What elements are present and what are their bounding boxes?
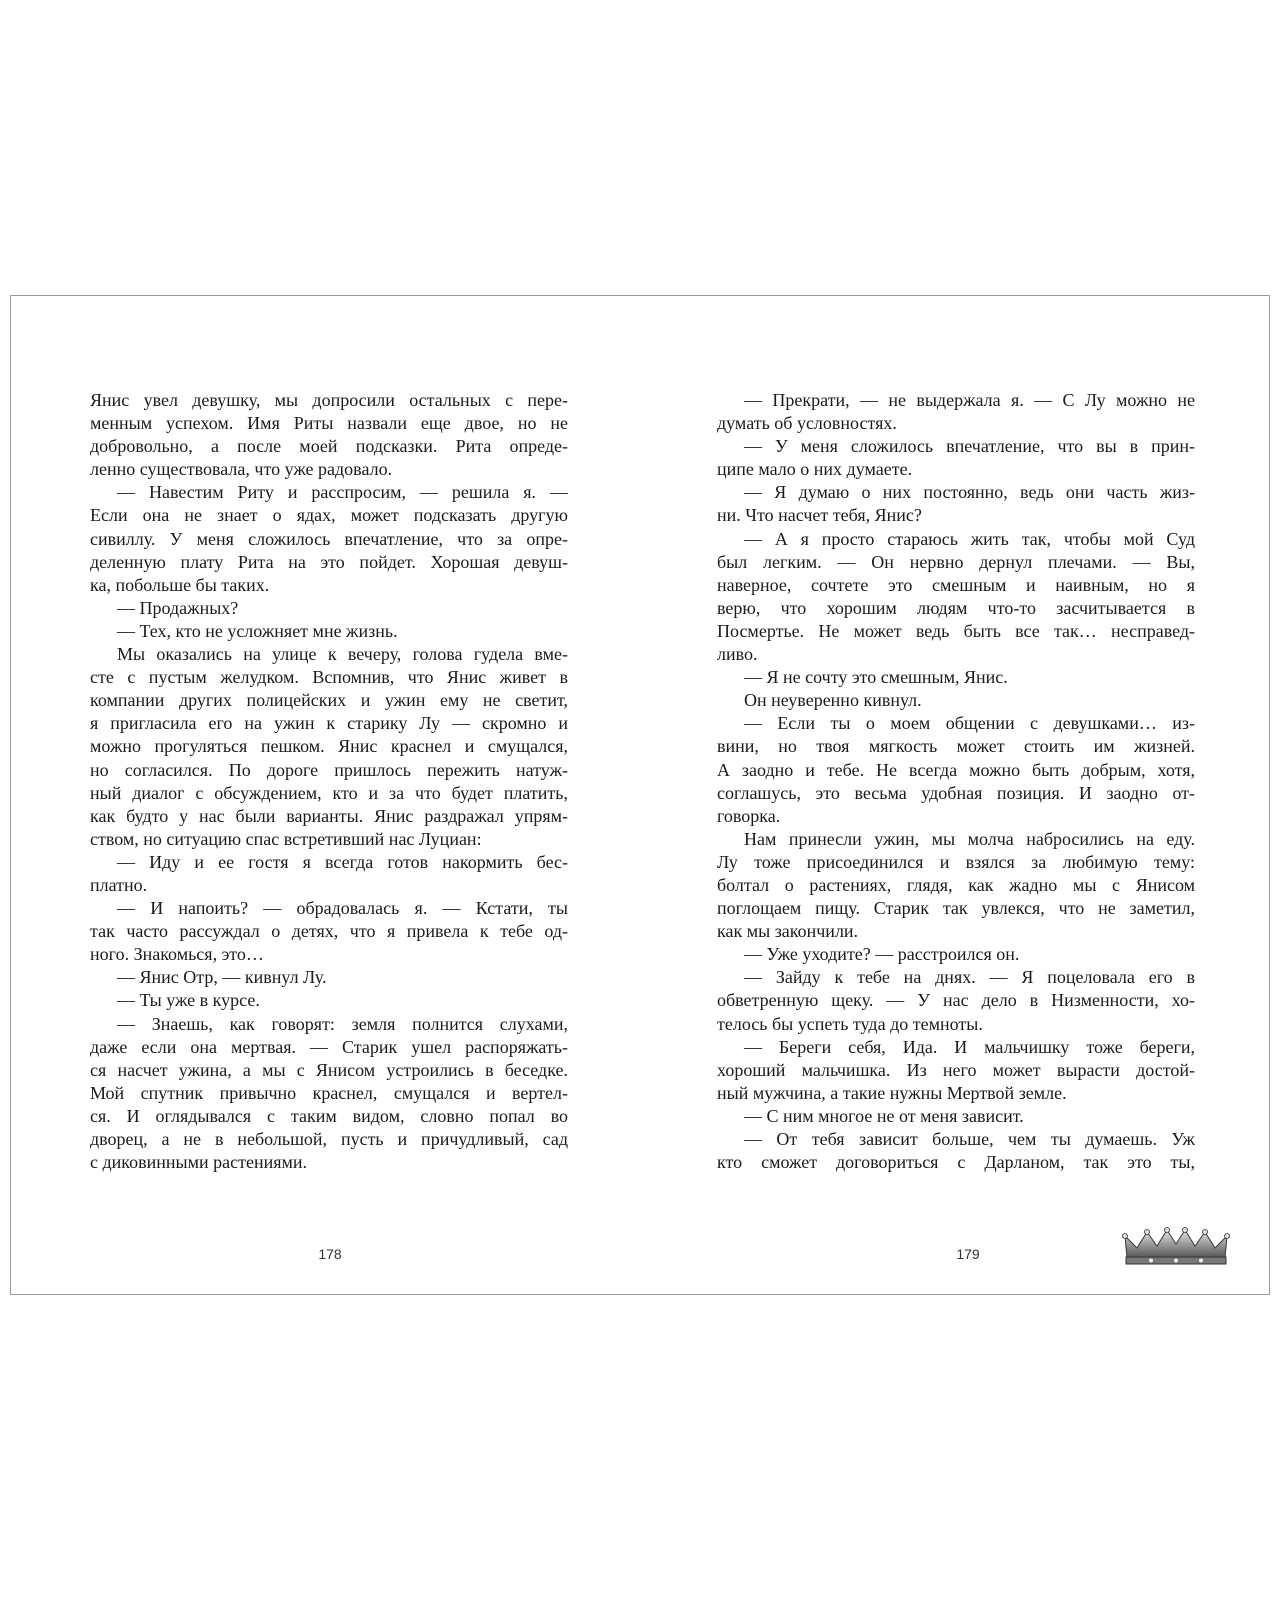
text-line: болтал о растениях, глядя, как жадно мы с Янисом xyxy=(717,874,1195,895)
text-line: как мы закончили. xyxy=(717,921,859,942)
text-line: менным успехом. Имя Риты назвали еще двое, но не xyxy=(90,413,568,434)
text-line: поглощаем пищу. Старик так увлекся, что не заметил, xyxy=(717,898,1195,919)
text-line: ся насчет ужина, а мы с Янисом устроились в беседке. xyxy=(90,1059,568,1080)
text-line: наверное, сочтете это смешным и наивным, но я xyxy=(717,574,1195,595)
text-line: вини, но твоя мягкость может стоить им жизней. xyxy=(717,736,1195,757)
left-page-text xyxy=(90,389,568,1174)
text-line: сивиллу. У меня сложилось впечатление, что за опре- xyxy=(90,528,568,549)
text-line: — Тех, кто не усложняет мне жизнь. xyxy=(117,620,398,641)
text-line: соглашусь, это весьма удобная позиция. И заодно от- xyxy=(717,782,1195,803)
text-line: кто сможет договориться с Дарланом, так это ты, xyxy=(717,1152,1195,1173)
text-line: ципе мало о них думаете. xyxy=(717,459,913,480)
text-line: — От тебя зависит больше, чем ты думаешь. Уж xyxy=(744,1129,1195,1149)
text-line: с диковинными растениями. xyxy=(90,1152,308,1173)
text-line: верю, что хорошим людям что-то засчитывается в xyxy=(717,597,1195,618)
text-line: — Навестим Риту и расспросим, — решила я. — xyxy=(117,482,568,503)
text-line: даже если она мертвая. — Старик ушел распоряжать- xyxy=(90,1036,568,1057)
text-line: но согласился. По дороге пришлось пережить натуж- xyxy=(90,759,568,780)
text-line: — Если ты о моем общении с девушками… из- xyxy=(744,713,1195,734)
text-line: Он неуверенно кивнул. xyxy=(744,690,922,711)
text-line: так часто рассуждал о детях, что я привела к тебе од- xyxy=(90,921,568,942)
text-line: Если она не знает о ядах, может подсказать другую xyxy=(90,505,568,526)
right-page-text xyxy=(717,389,1195,1174)
text-line: добровольно, а после моей подсказки. Рита опреде- xyxy=(90,436,568,457)
text-line: — А я просто стараюсь жить так, чтобы мой Суд xyxy=(744,528,1195,549)
text-line: ливо. xyxy=(717,644,758,665)
text-line: — Янис Отр, — кивнул Лу. xyxy=(117,967,327,988)
text-line: ся. И оглядывался с таким видом, словно попал во xyxy=(90,1105,568,1126)
text-line: компании других полицейских и ужин ему не светит, xyxy=(90,690,568,711)
text-line: — С ним многое не от меня зависит. xyxy=(744,1105,1024,1126)
text-line: я пригласила его на ужин к старику Лу — скромно и xyxy=(90,713,568,734)
text-line: телось бы успеть туда до темноты. xyxy=(717,1013,983,1034)
text-line: можно прогуляться пешком. Янис краснел и смущался, xyxy=(90,736,568,757)
text-line: Мой спутник привычно краснел, смущался и вертел- xyxy=(90,1082,568,1103)
text-line: обветренную щеку. — У нас дело в Низменности, хо- xyxy=(717,990,1195,1011)
text-line: ный мужчина, а такие нужны Мертвой земле. xyxy=(717,1082,1067,1103)
text-line: — Я думаю о них постоянно, ведь они часть жиз- xyxy=(744,482,1195,503)
text-line: думать об условностях. xyxy=(717,413,897,434)
text-line: Янис увел девушку, мы допросили остальных с пере- xyxy=(90,390,568,410)
text-line: сте с пустым желудком. Вспомнив, что Янис живет в xyxy=(90,667,568,688)
text-line: ленно существовала, что уже радовало. xyxy=(90,459,393,480)
crown-icon xyxy=(1121,1226,1231,1268)
page-number-right: 179 xyxy=(956,1246,980,1262)
text-line: дворец, а не в небольшой, пусть и причудливый, сад xyxy=(90,1129,568,1149)
text-line: — Уже уходите? — расстроился он. xyxy=(744,944,1020,965)
text-line: хороший мальчишка. Из него может вырасти достой- xyxy=(717,1059,1195,1080)
text-line: ного. Знакомься, это… xyxy=(90,944,264,965)
text-line: деленную плату Рита на это пойдет. Хорошая девуш- xyxy=(90,551,568,572)
text-line: — Знаешь, как говорят: земля полнится слухами, xyxy=(117,1013,568,1034)
text-line: говорка. xyxy=(717,805,781,826)
text-line: ка, побольше бы таких. xyxy=(90,574,270,595)
text-line: как будто у нас были варианты. Янис раздражал упрям- xyxy=(90,805,568,826)
text-line: — Иду и ее гостя я всегда готов накормить бес- xyxy=(117,851,568,872)
text-line: Посмертье. Не может ведь быть все так… несправед- xyxy=(717,620,1195,641)
text-line: Лу тоже присоединился и взялся за любимую тему: xyxy=(717,851,1195,872)
text-line: — Береги себя, Ида. И мальчишку тоже береги, xyxy=(744,1036,1195,1057)
text-line: — Я не сочту это смешным, Янис. xyxy=(744,667,1008,688)
text-line: — Продажных? xyxy=(117,597,239,618)
book-spread xyxy=(10,295,1270,1295)
text-line: — И напоить? — обрадовалась я. — Кстати, ты xyxy=(117,898,568,919)
text-line: платно. xyxy=(90,874,148,895)
text-line: Мы оказались на улице к вечеру, голова гудела вме- xyxy=(117,644,568,665)
text-line: А заодно и тебе. Не всегда можно быть добрым, хотя, xyxy=(717,759,1195,780)
text-line: был легким. — Он нервно дернул плечами. — Вы, xyxy=(717,551,1195,572)
text-line: — Прекрати, — не выдержала я. — С Лу можно не xyxy=(744,390,1195,410)
text-line: ством, но ситуацию спас встретивший нас Луциан: xyxy=(90,828,482,849)
text-line: — У меня сложилось впечатление, что вы в прин- xyxy=(744,436,1195,457)
text-line: — Ты уже в курсе. xyxy=(117,990,260,1011)
text-line: ни. Что насчет тебя, Янис? xyxy=(717,505,922,526)
page-number-left: 178 xyxy=(318,1246,342,1262)
text-line: ный диалог с обсуждением, кто и за что будет платить, xyxy=(90,782,568,803)
text-line: — Зайду к тебе на днях. — Я поцеловала его в xyxy=(744,967,1195,988)
text-line: Нам принесли ужин, мы молча набросились на еду. xyxy=(744,828,1195,849)
